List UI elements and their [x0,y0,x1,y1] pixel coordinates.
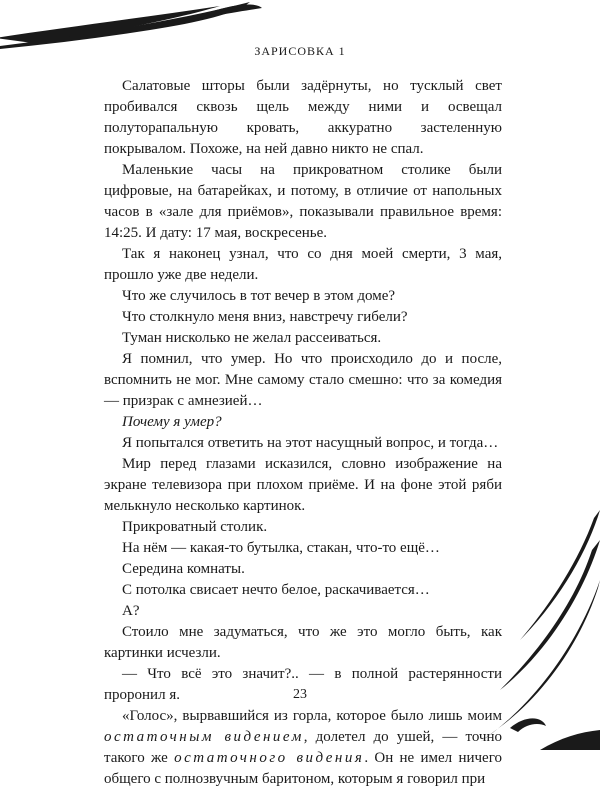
paragraph: Прикроватный столик. [122,519,268,535]
paragraph: Туман нисколько не желал рассеиваться. [122,330,382,346]
paragraph: Салатовые шторы были задёрнуты, но тусклый свет пробивался сквозь щель между ними и освещал полуторапальную кровать, аккуратно застеленную покрывалом. Похоже, на ней давно никто не спал. [104,78,502,157]
paragraph: На нём — какая-то бутылка, стакан, что-то ещё… [122,540,440,556]
decorative-swash-bottom-right [480,510,600,750]
text-body [104,76,502,790]
paragraph: Что же случилось в тот вечер в этом доме? [122,288,396,304]
spaced-emphasis: остаточным видением [104,729,304,745]
paragraph: Я попытался ответить на этот насущный вопрос, и тогда… [122,435,499,451]
paragraph: — Что всё это значит?.. — в полной растерянности проронил я. [104,666,502,703]
paragraph: Середина комнаты. [122,561,245,577]
decorative-swash-top [0,0,600,50]
paragraph: Мир перед глазами исказился, словно изображение на экране телевизора при плохом приёме. И на фоне этой ряби мелькнуло несколько картинок. [104,456,502,514]
paragraph: Я помнил, что умер. Но что происходило до и после, вспомнить не мог. Мне самому стало смешно: что за комедия — призрак с амнезией… [104,351,502,409]
paragraph: Стоило мне задуматься, что же это могло быть, как картинки исчезли. [104,624,502,661]
paragraph: А? [122,603,140,619]
spaced-emphasis: остаточного видения [174,750,365,766]
text-span: «Голос», вырвавшийся из горла, которое было лишь моим [122,708,502,724]
text-span: . Он не имел ничего общего с полнозвучным баритоном, которым я говорил при [104,750,502,787]
paragraph-last [104,706,502,790]
paragraph: Маленькие часы на прикроватном столике были цифровые, на батарейках, и потому, в отличие от напольных часов в «зале для приёмов», показывали правильное время: 14:25. И дату: 17 мая, воскресенье. [104,162,502,241]
page-number: 23 [293,687,307,702]
paragraph: С потолка свисает нечто белое, раскачивается… [122,582,430,598]
running-head: ЗАРИСОВКА 1 [254,44,346,58]
paragraph: Что столкнуло меня вниз, навстречу гибели? [122,309,408,325]
italic-paragraph: Почему я умер? [122,414,222,430]
paragraph: Так я наконец узнал, что со дня моей смерти, 3 мая, прошло уже две недели. [104,246,502,283]
text-span: , долетел до ушей, — точно такого же [104,729,503,766]
